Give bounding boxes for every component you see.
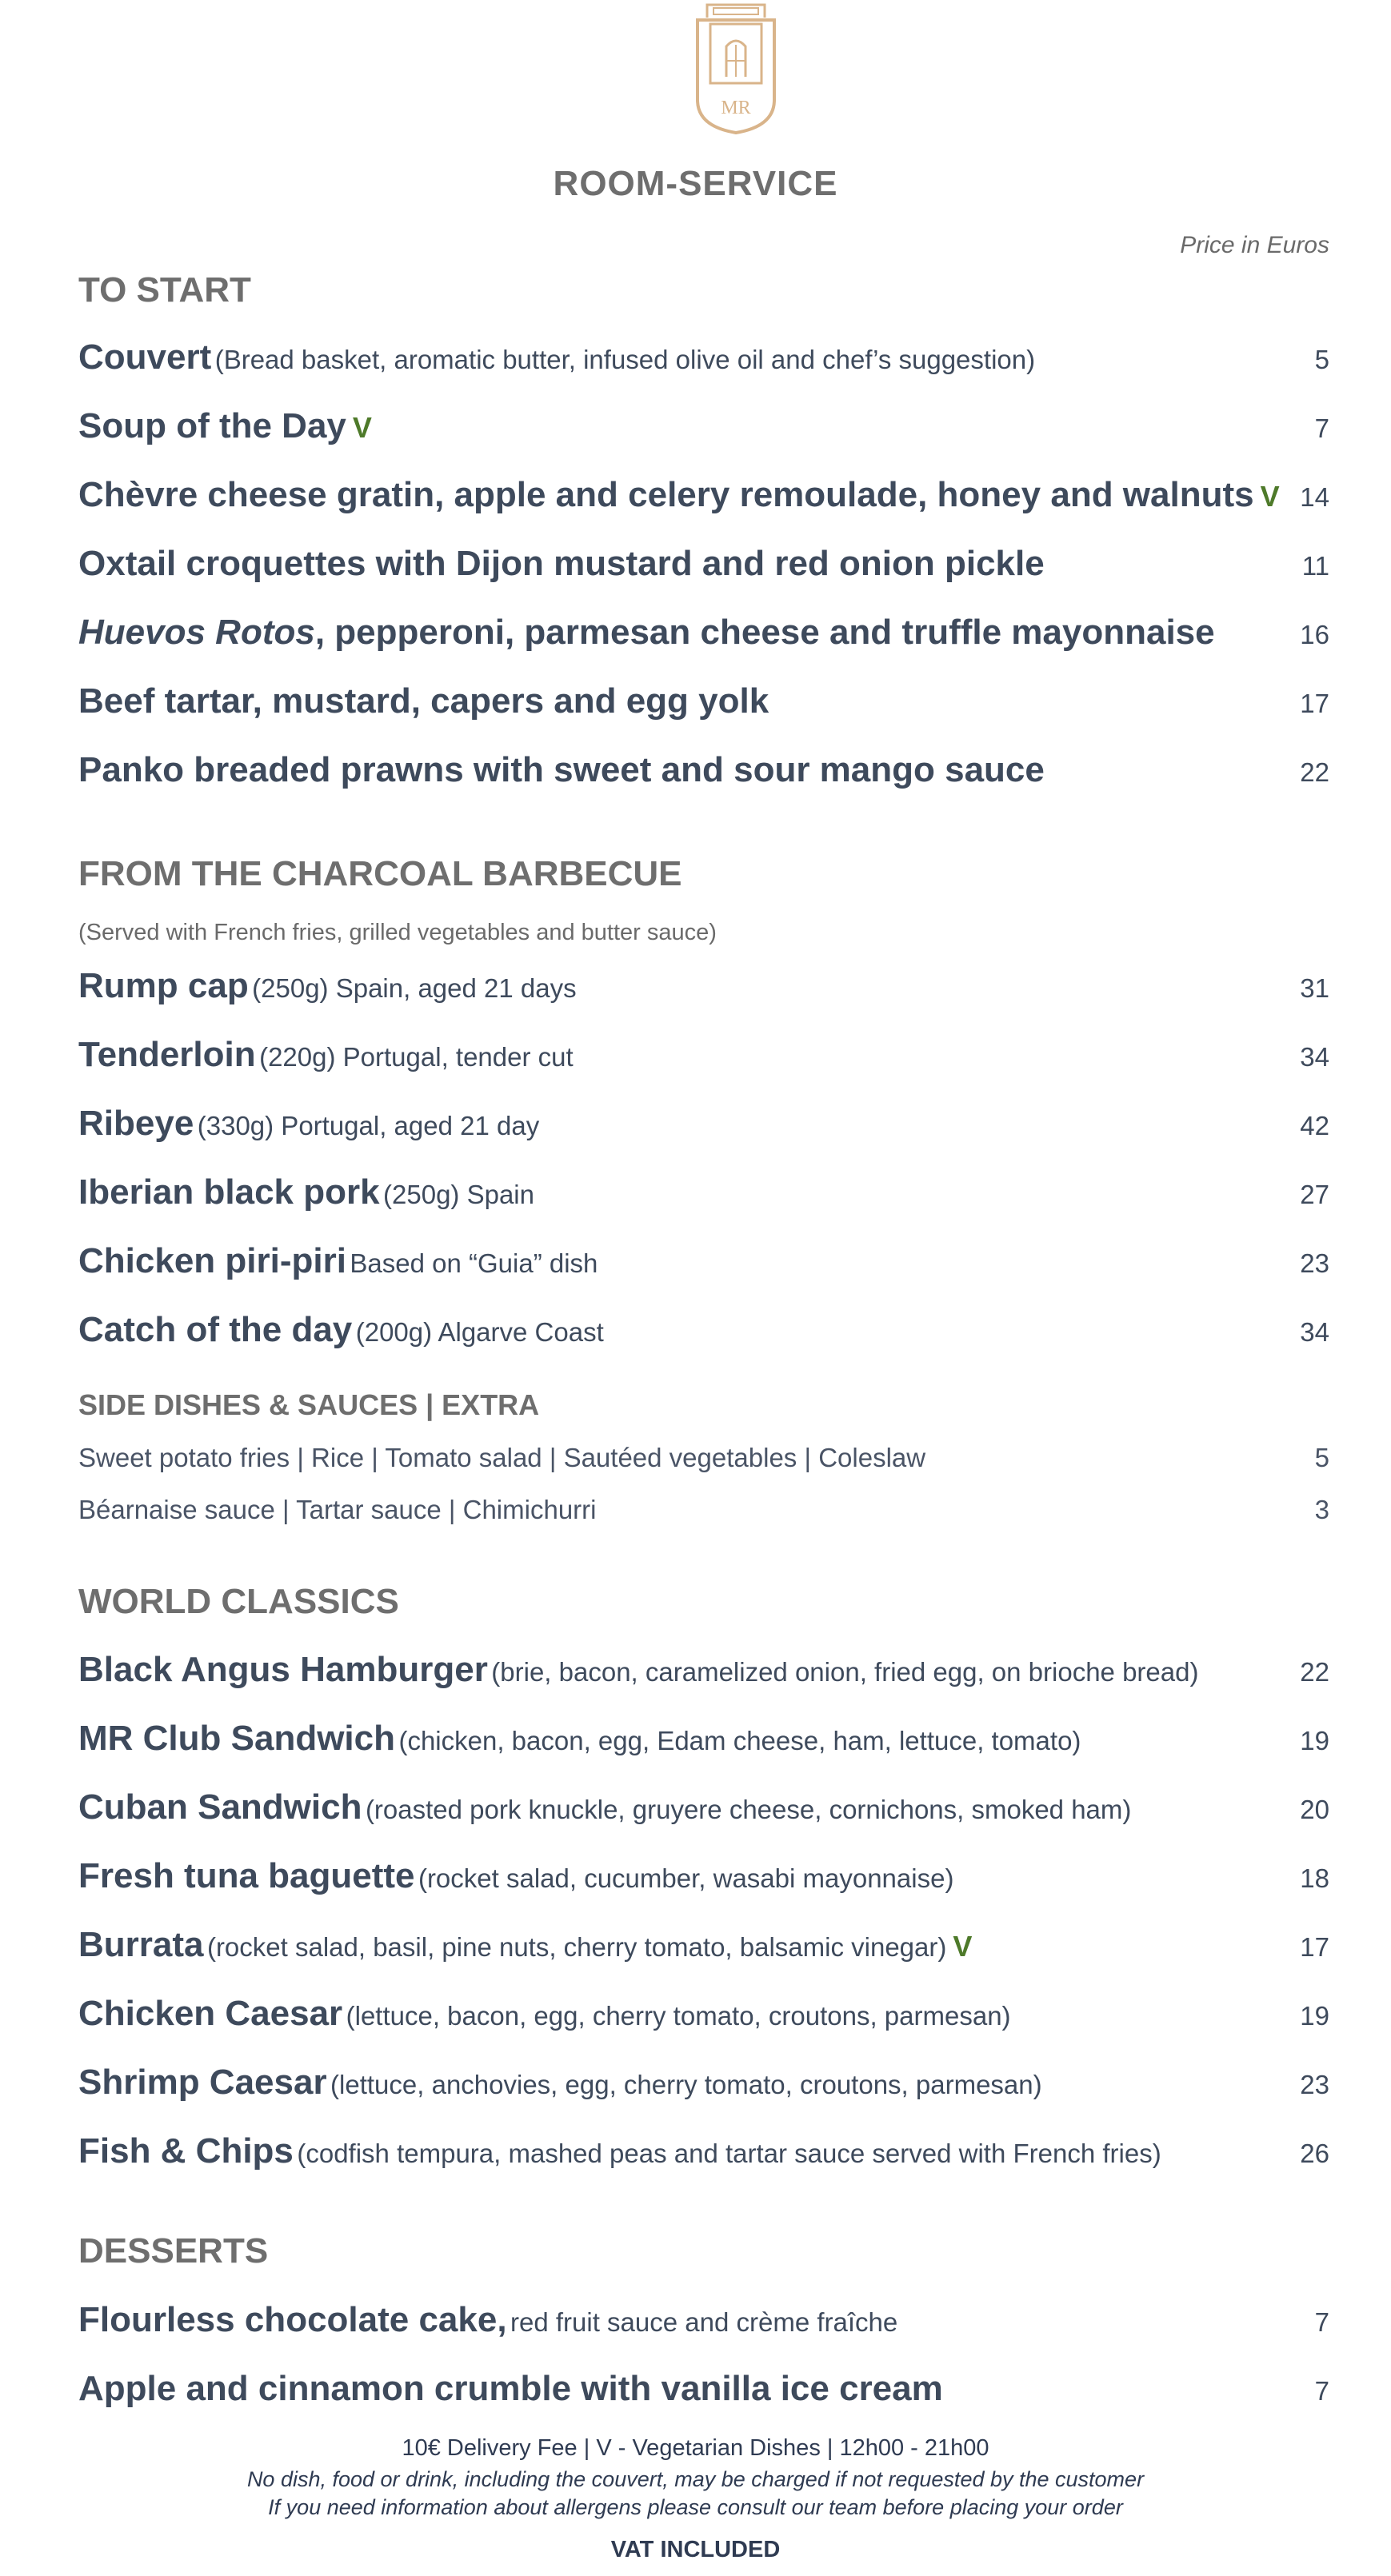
item-price: 16: [1300, 620, 1329, 649]
item-price: 23: [1300, 2070, 1329, 2099]
menu-item: Chèvre cheese gratin, apple and celery remoulade, honey and walnuts V 14: [78, 475, 1329, 514]
item-price: 20: [1300, 1795, 1329, 1824]
item-price: 23: [1300, 1248, 1329, 1278]
menu-item: Shrimp Caesar (lettuce, anchovies, egg, cherry tomato, croutons, parmesan) 23: [78, 2063, 1329, 2102]
item-price: 7: [1314, 2376, 1329, 2406]
menu-item: MR Club Sandwich (chicken, bacon, egg, Edam cheese, ham, lettuce, tomato) 19: [78, 1719, 1329, 1758]
footer-vat-note: VAT INCLUDED: [610, 2537, 781, 2562]
item-price: 18: [1300, 1863, 1329, 1893]
footer-couvert-note: No dish, food or drink, including the couvert, may be charged if not requested by the customer: [246, 2467, 1145, 2491]
menu-item: Ribeye (330g) Portugal, aged 21 day 42: [78, 1104, 1329, 1143]
menu-item: Apple and cinnamon crumble with vanilla ice cream 7: [78, 2369, 1329, 2408]
menu-item: Beef tartar, mustard, capers and egg yolk 17: [78, 681, 1329, 721]
menu-item: Huevos Rotos, pepperoni, parmesan cheese and truffle mayonnaise 16: [78, 613, 1329, 652]
section-title-world-classics: WORLD CLASSICS: [78, 1582, 399, 1621]
item-price: 7: [1314, 2307, 1329, 2337]
item-price: 26: [1300, 2139, 1329, 2168]
item-price: 17: [1300, 1932, 1329, 1962]
menu-item: Rump cap (250g) Spain, aged 21 days 31: [78, 966, 1329, 1005]
item-price: 5: [1314, 345, 1329, 374]
item-price: 17: [1300, 689, 1329, 718]
section-title-to-start: TO START: [78, 270, 251, 310]
section-title-sides: SIDE DISHES & SAUCES | EXTRA: [78, 1388, 540, 1421]
item-price: 5: [1314, 1443, 1329, 1472]
footer-delivery-info: 10€ Delivery Fee | V - Vegetarian Dishes | 12h00 - 21h00: [402, 2435, 989, 2461]
menu-item: Catch of the day (200g) Algarve Coast 34: [78, 1310, 1329, 1349]
page-title: ROOM-SERVICE: [553, 164, 838, 203]
menu-item: Chicken piri-piri Based on “Guia” dish 23: [78, 1241, 1329, 1280]
menu-item: Panko breaded prawns with sweet and sour mango sauce 22: [78, 750, 1329, 789]
vegetarian-badge: V: [953, 1930, 973, 1963]
item-price: 27: [1300, 1180, 1329, 1209]
item-price: 34: [1300, 1317, 1329, 1347]
side-item: Béarnaise sauce | Tartar sauce | Chimichurri 3: [78, 1495, 1329, 1524]
vegetarian-badge: V: [352, 411, 372, 444]
menu-item: Iberian black pork (250g) Spain 27: [78, 1172, 1329, 1212]
side-item: Sweet potato fries | Rice | Tomato salad | Sautéed vegetables | Coleslaw 5: [78, 1443, 1329, 1472]
menu-item: Tenderloin (220g) Portugal, tender cut 34: [78, 1035, 1329, 1074]
menu-item: Soup of the Day V 7: [78, 406, 1329, 445]
menu-item: Black Angus Hamburger (brie, bacon, caramelized onion, fried egg, on brioche bread) 22: [78, 1650, 1329, 1689]
item-price: 19: [1300, 2001, 1329, 2031]
item-price: 42: [1300, 1111, 1329, 1140]
footer-allergen-note: If you need information about allergens please consult our team before placing your order: [268, 2495, 1123, 2519]
menu-item: Fresh tuna baguette (rocket salad, cucumber, wasabi mayonnaise) 18: [78, 1856, 1329, 1895]
logo-monogram: MR: [721, 98, 751, 118]
item-price: 19: [1300, 1726, 1329, 1755]
item-price: 22: [1300, 1657, 1329, 1687]
section-note: (Served with French fries, grilled vegetables and butter sauce): [78, 920, 717, 945]
item-price: 11: [1301, 551, 1329, 581]
vegetarian-badge: V: [1260, 480, 1280, 513]
section-title-desserts: DESSERTS: [78, 2231, 269, 2270]
item-price: 14: [1300, 482, 1329, 512]
hotel-building-logo-icon: [686, 0, 785, 136]
menu-item: Burrata (rocket salad, basil, pine nuts, cherry tomato, balsamic vinegar) V 17: [78, 1925, 1329, 1964]
item-price: 22: [1300, 757, 1329, 787]
section-title-charcoal: FROM THE CHARCOAL BARBECUE: [78, 854, 682, 893]
menu-item: Cuban Sandwich (roasted pork knuckle, gruyere cheese, cornichons, smoked ham) 20: [78, 1787, 1329, 1827]
menu-item: Oxtail croquettes with Dijon mustard and red onion pickle 11: [78, 544, 1329, 583]
price-note: Price in Euros: [1180, 232, 1329, 258]
menu-item: Couvert (Bread basket, aromatic butter, infused olive oil and chef’s suggestion) 5: [78, 337, 1329, 377]
item-price: 34: [1300, 1042, 1329, 1072]
menu-item: Chicken Caesar (lettuce, bacon, egg, cherry tomato, croutons, parmesan) 19: [78, 1994, 1329, 2033]
menu-item: Fish & Chips (codfish tempura, mashed peas and tartar sauce served with French fries) 26: [78, 2131, 1329, 2171]
menu-item: Flourless chocolate cake, red fruit sauce and crème fraîche 7: [78, 2300, 1329, 2339]
item-price: 3: [1314, 1495, 1329, 1524]
item-price: 7: [1314, 413, 1329, 443]
item-price: 31: [1300, 973, 1329, 1003]
